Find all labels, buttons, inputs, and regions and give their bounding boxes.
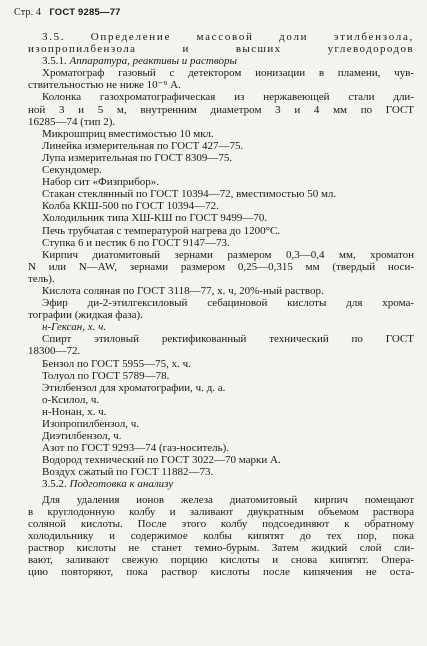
text-line: Воздух сжатый по ГОСТ 11882—73. [42,466,214,479]
text-line: Печь трубчатая с температурой нагрева до 1200°С. [42,224,281,237]
text-line: Микрошприц вместимостью 10 мкл. [42,127,214,140]
subsection-number: 3.5.1. [42,55,67,68]
paragraph-line: раствор кислоты не станет темно-бурым. Затем жидкий слой сли- [28,541,414,554]
text-line: 18300—72. [28,345,81,358]
text-line: Линейка измерительная по ГОСТ 427—75. [42,139,244,152]
text-line: Хроматограф газовый с детектором ионизации в пламени, чув- [42,67,414,80]
subsection-title: Подготовка к анализу [69,478,174,491]
text-line: Холодильник типа ХШ-КШ по ГОСТ 9499—70. [42,212,268,225]
text-line: ной 3 и 5 м, внутренним диаметром 3 и 4 мм по ГОСТ [28,103,414,116]
standard-code: ГОСТ 9285—77 [49,7,121,18]
text-line: тографии (жидкая фаза). [28,309,143,322]
text-line: Водород технический по ГОСТ 3022—70 марки А. [42,454,281,467]
text-line: н-Гексан, х. ч. [42,321,107,334]
text-line: Этилбензол для хроматографии, ч. д. а. [42,381,226,394]
text-line: н-Нонан, х. ч. [42,405,107,418]
text-line: Кирпич диатомитовый зернами размером 0,3—0,4 мм, хроматон [42,248,414,261]
page-body [28,31,414,578]
text-line: Спирт этиловый ректификованный технический по ГОСТ [42,333,414,346]
text-line: Набор сит «Физприбор». [42,176,160,189]
text-line: Кислота соляная по ГОСТ 3118—77, х. ч, 20%-ный раствор. [42,284,324,297]
text-line: Азот по ГОСТ 9293—74 (газ-носитель). [42,442,230,455]
text-line: Ступка 6 и пестик 6 по ГОСТ 9147—73. [42,236,230,249]
text-line: Колонка газохроматографическая из нержавеющей стали дли- [42,91,414,104]
text-line: Изопропилбензол, ч. [42,418,140,430]
text-line: 16285—74 (тип 2). [28,115,116,128]
text-line: ствительностью не ниже 10⁻⁹ А. [28,79,181,92]
page-number: Стр. 4 [14,7,42,18]
text-line: Бензол по ГОСТ 5955—75, х. ч. [42,357,191,370]
subsection-heading-2 [28,478,414,490]
subsection-heading-1 [28,55,414,67]
paragraph-line: вают, заливают свежую порцию кислоты и снова кипятят. Опера- [28,554,414,567]
section-title-line-2: изопропилбензола и высших углеводородов [28,43,414,56]
paragraph-line: цию повторяют, пока раствор кислоты после кипячения не оста- [28,566,414,579]
paragraph-line: в круглодонную колбу и заливают двукратным объемом раствора [28,505,414,518]
text-line: тель). [28,272,55,285]
subsection-number: 3.5.2. [42,478,67,491]
section-title-line-1: 3.5. Определение массовой доли этилбензола, [42,31,414,43]
subsection-title: Аппаратура, реактивы и растворы [69,55,237,68]
text-line: Диэтилбензол, ч. [42,430,122,443]
text-line: Толуол по ГОСТ 5789—78. [42,369,170,382]
paragraph-line: холодильнику и содержимое колбы кипятят до тех пор, пока [28,529,414,542]
paragraph-line: Для удаления ионов железа диатомитовый кирпич помещают [42,493,414,506]
page-header [14,7,121,18]
text-line: Эфир ди-2-этилгексиловый себациновой кислоты для хрома- [42,297,414,310]
text-line: Лупа измерительная по ГОСТ 8309—75. [42,151,233,164]
paragraph-line: соляной кислоты. После этого колбу подсоединяют к обратному [28,517,414,530]
text-line: о-Ксилол, ч. [42,393,100,406]
text-line: Секундомер. [42,164,102,177]
text-line: N или N—AW, зернами размером 0,25—0,315 мм (твердый носи- [28,260,414,273]
text-line: Колба КК⁠Ш-500 по ГОСТ 10394—72. [42,200,219,213]
text-line: Стакан стеклянный по ГОСТ 10394—72, вместимостью 50 мл. [42,188,337,201]
